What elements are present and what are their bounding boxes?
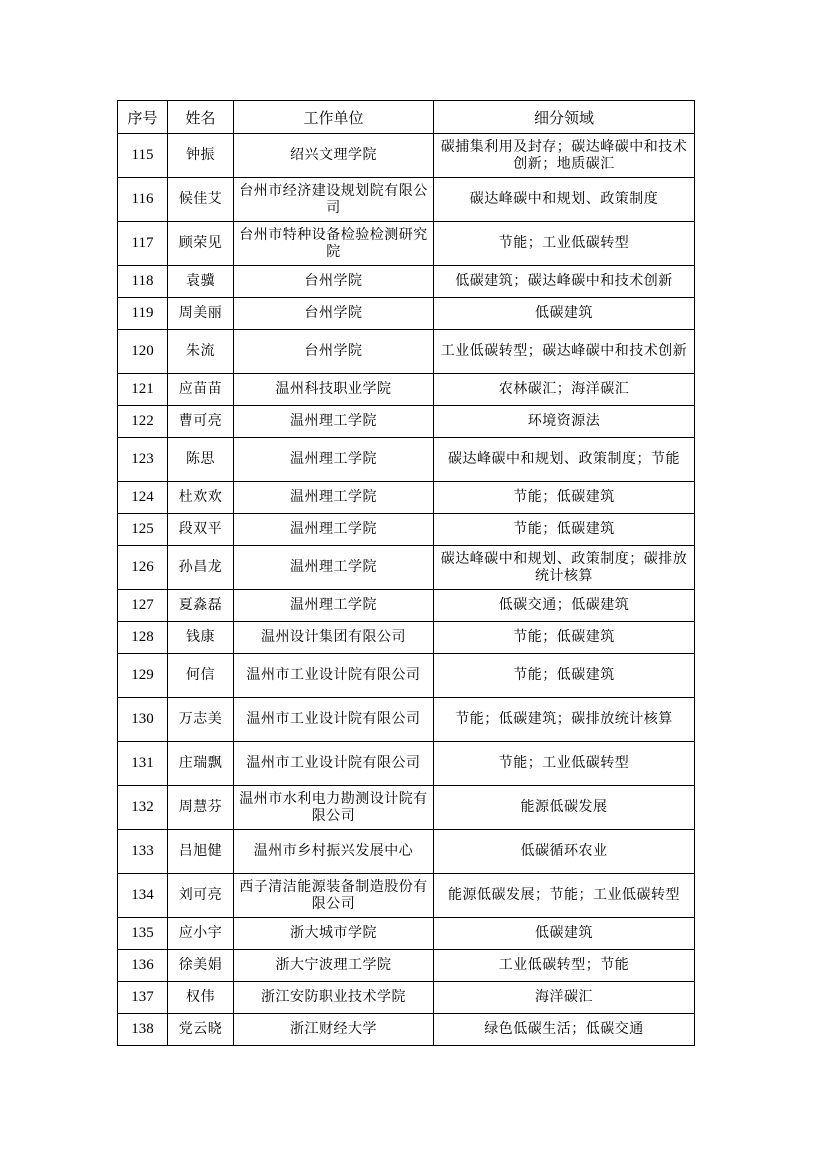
cell-field: 工业低碳转型；节能 — [434, 950, 695, 982]
table-row — [118, 406, 695, 438]
cell-organization: 浙大城市学院 — [234, 918, 434, 950]
cell-name: 顾荣见 — [168, 222, 234, 266]
cell-field: 节能；工业低碳转型 — [434, 742, 695, 786]
cell-organization: 台州市特种设备检验检测研究院 — [234, 222, 434, 266]
table-row — [118, 874, 695, 918]
cell-number: 136 — [118, 950, 168, 982]
cell-organization: 温州设计集团有限公司 — [234, 622, 434, 654]
cell-organization: 浙江财经大学 — [234, 1014, 434, 1046]
cell-field: 碳捕集利用及封存；碳达峰碳中和技术创新；地质碳汇 — [434, 134, 695, 178]
cell-organization: 温州理工学院 — [234, 546, 434, 590]
cell-name: 袁骥 — [168, 266, 234, 298]
header-row — [118, 101, 695, 134]
cell-number: 127 — [118, 590, 168, 622]
cell-organization: 温州市工业设计院有限公司 — [234, 698, 434, 742]
cell-name: 万志美 — [168, 698, 234, 742]
cell-name: 何信 — [168, 654, 234, 698]
table-row — [118, 654, 695, 698]
cell-field: 节能；低碳建筑 — [434, 622, 695, 654]
cell-number: 129 — [118, 654, 168, 698]
table-row — [118, 918, 695, 950]
cell-field: 低碳循环农业 — [434, 830, 695, 874]
cell-name: 徐美娟 — [168, 950, 234, 982]
table-row — [118, 178, 695, 222]
cell-organization: 温州理工学院 — [234, 590, 434, 622]
cell-field: 节能；低碳建筑 — [434, 514, 695, 546]
cell-organization: 温州理工学院 — [234, 514, 434, 546]
cell-organization: 台州学院 — [234, 266, 434, 298]
cell-field: 绿色低碳生活；低碳交通 — [434, 1014, 695, 1046]
cell-number: 119 — [118, 298, 168, 330]
table-row — [118, 514, 695, 546]
cell-name: 庄瑞飘 — [168, 742, 234, 786]
cell-field: 工业低碳转型；碳达峰碳中和技术创新 — [434, 330, 695, 374]
cell-number: 115 — [118, 134, 168, 178]
cell-number: 128 — [118, 622, 168, 654]
cell-name: 权伟 — [168, 982, 234, 1014]
cell-field: 能源低碳发展；节能；工业低碳转型 — [434, 874, 695, 918]
cell-name: 吕旭健 — [168, 830, 234, 874]
cell-name: 周慧芬 — [168, 786, 234, 830]
cell-organization: 温州理工学院 — [234, 406, 434, 438]
cell-name: 钱康 — [168, 622, 234, 654]
cell-field: 节能；低碳建筑；碳排放统计核算 — [434, 698, 695, 742]
table-row — [118, 134, 695, 178]
header-no: 序号 — [118, 101, 168, 134]
cell-field: 低碳建筑 — [434, 918, 695, 950]
cell-number: 118 — [118, 266, 168, 298]
cell-field: 环境资源法 — [434, 406, 695, 438]
cell-organization: 西子清洁能源装备制造股份有限公司 — [234, 874, 434, 918]
cell-number: 132 — [118, 786, 168, 830]
table-row — [118, 482, 695, 514]
cell-number: 120 — [118, 330, 168, 374]
table-body — [118, 134, 695, 1046]
table-row — [118, 698, 695, 742]
cell-organization: 温州市工业设计院有限公司 — [234, 654, 434, 698]
cell-name: 曹可亮 — [168, 406, 234, 438]
table-row — [118, 830, 695, 874]
table-row — [118, 786, 695, 830]
cell-number: 126 — [118, 546, 168, 590]
cell-field: 碳达峰碳中和规划、政策制度；节能 — [434, 438, 695, 482]
header-name: 姓名 — [168, 101, 234, 134]
cell-organization: 温州科技职业学院 — [234, 374, 434, 406]
cell-number: 116 — [118, 178, 168, 222]
cell-field: 低碳建筑 — [434, 298, 695, 330]
cell-name: 党云晓 — [168, 1014, 234, 1046]
cell-field: 节能；低碳建筑 — [434, 654, 695, 698]
cell-name: 孙昌龙 — [168, 546, 234, 590]
table-row — [118, 1014, 695, 1046]
cell-number: 124 — [118, 482, 168, 514]
cell-organization: 台州学院 — [234, 298, 434, 330]
cell-name: 朱流 — [168, 330, 234, 374]
cell-organization: 温州市工业设计院有限公司 — [234, 742, 434, 786]
cell-field: 能源低碳发展 — [434, 786, 695, 830]
table-row — [118, 950, 695, 982]
cell-number: 131 — [118, 742, 168, 786]
table-row — [118, 298, 695, 330]
cell-number: 134 — [118, 874, 168, 918]
table-header — [118, 101, 695, 134]
cell-name: 应小宇 — [168, 918, 234, 950]
cell-organization: 温州理工学院 — [234, 438, 434, 482]
table-row — [118, 438, 695, 482]
cell-number: 137 — [118, 982, 168, 1014]
table-row — [118, 222, 695, 266]
cell-organization: 温州理工学院 — [234, 482, 434, 514]
table-row — [118, 622, 695, 654]
cell-organization: 温州市乡村振兴发展中心 — [234, 830, 434, 874]
cell-organization: 温州市水利电力勘测设计院有限公司 — [234, 786, 434, 830]
cell-number: 121 — [118, 374, 168, 406]
cell-name: 段双平 — [168, 514, 234, 546]
cell-name: 钟振 — [168, 134, 234, 178]
cell-field: 碳达峰碳中和规划、政策制度；碳排放统计核算 — [434, 546, 695, 590]
cell-field: 节能；低碳建筑 — [434, 482, 695, 514]
cell-field: 低碳交通；低碳建筑 — [434, 590, 695, 622]
table-row — [118, 266, 695, 298]
cell-field: 农林碳汇；海洋碳汇 — [434, 374, 695, 406]
cell-organization: 台州市经济建设规划院有限公司 — [234, 178, 434, 222]
cell-field: 碳达峰碳中和规划、政策制度 — [434, 178, 695, 222]
table-row — [118, 742, 695, 786]
cell-organization: 绍兴文理学院 — [234, 134, 434, 178]
cell-name: 夏淼磊 — [168, 590, 234, 622]
cell-name: 周美丽 — [168, 298, 234, 330]
cell-number: 123 — [118, 438, 168, 482]
cell-name: 应苗苗 — [168, 374, 234, 406]
cell-name: 陈思 — [168, 438, 234, 482]
cell-field: 海洋碳汇 — [434, 982, 695, 1014]
cell-number: 133 — [118, 830, 168, 874]
cell-organization: 浙大宁波理工学院 — [234, 950, 434, 982]
header-org: 工作单位 — [234, 101, 434, 134]
cell-organization: 浙江安防职业技术学院 — [234, 982, 434, 1014]
cell-number: 135 — [118, 918, 168, 950]
table-row — [118, 590, 695, 622]
cell-name: 刘可亮 — [168, 874, 234, 918]
cell-number: 122 — [118, 406, 168, 438]
expert-table — [117, 100, 695, 1046]
table-row — [118, 982, 695, 1014]
table-row — [118, 374, 695, 406]
table-row — [118, 330, 695, 374]
cell-field: 低碳建筑；碳达峰碳中和技术创新 — [434, 266, 695, 298]
cell-number: 117 — [118, 222, 168, 266]
cell-number: 125 — [118, 514, 168, 546]
cell-organization: 台州学院 — [234, 330, 434, 374]
cell-name: 候佳艾 — [168, 178, 234, 222]
cell-number: 138 — [118, 1014, 168, 1046]
header-field: 细分领域 — [434, 101, 695, 134]
cell-number: 130 — [118, 698, 168, 742]
table-row — [118, 546, 695, 590]
cell-name: 杜欢欢 — [168, 482, 234, 514]
cell-field: 节能；工业低碳转型 — [434, 222, 695, 266]
